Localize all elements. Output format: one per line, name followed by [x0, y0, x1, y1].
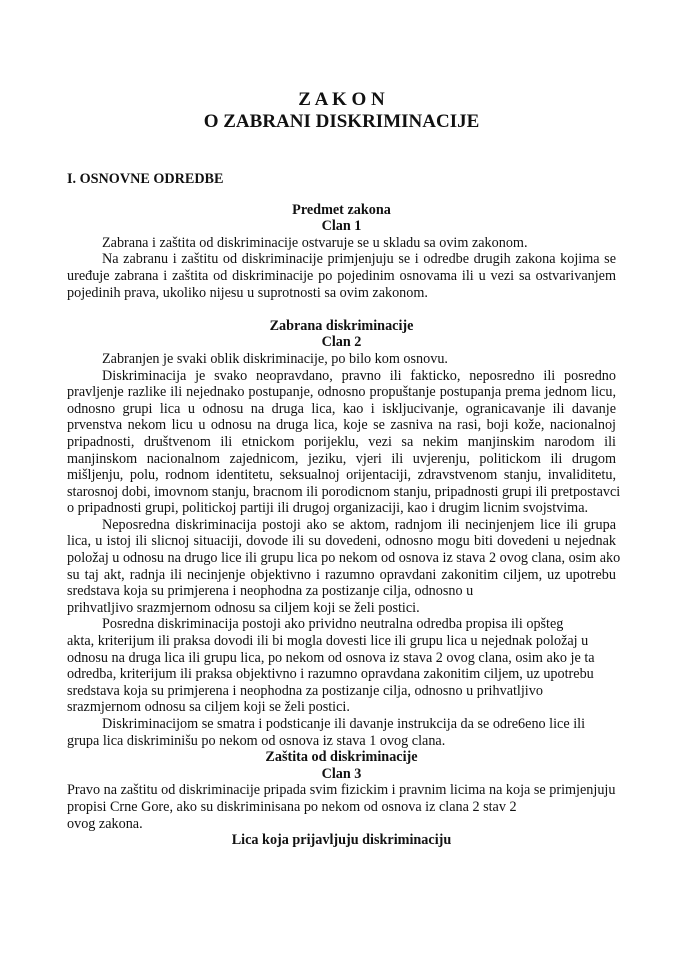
paragraph [67, 516, 621, 617]
text-line: odnosu na druga lica ili grupu lica, po nekom od osnova iz stava 2 ovog clana, osim ako je ta [67, 649, 595, 666]
paragraph [67, 616, 616, 716]
text-line: Diskriminacijom se smatra i podsticanje ili davanje instrukcija da se odre6eno lice ili [102, 716, 586, 732]
paragraph [67, 251, 616, 301]
text-line: su taj akt, radnja ili necinjenje objektivno i razumno opravdani zakonitim ciljem, uz upotrebu [67, 566, 616, 583]
text-line: pravljenje razlike ili nejednako postupanje, odnosno propuštanje postupanja prema jednom licu, [67, 384, 616, 401]
text-line: Zabranjen je svaki oblik diskriminacije, po bilo kom osnovu. [102, 350, 448, 367]
text-line: uređuje zabrana i zaštita od diskriminacije po pojedinim osnovama ili u vezi sa ostvarivanjem [67, 267, 616, 284]
text-line: Neposredna diskriminacija postoji ako se aktom, radnjom ili necinjenjem lice ili grupa [102, 516, 616, 533]
article-heading: Lica koja prijavljuju diskriminaciju [231, 832, 452, 849]
text-line: prihvatljivo srazmjernom odnosu sa ciljem koji se želi postici. [67, 599, 420, 616]
text-line: lica, u istoj ili slicnoj situaciji, dovode ili su dovedeni, odnosno mogu biti dovedeni u nejednak [67, 533, 616, 550]
text-line: akta, kriterijum ili praksa dovodi ili bi mogla dovesti lice ili grupu lica u nejednak položaj u [67, 633, 589, 650]
article-heading: Clan 1 [321, 218, 362, 235]
text-line: odnosno grupi lica u odnosu na druga lica, kao i iskljucivanje, ogranicavanje ili davanje [67, 400, 616, 417]
paragraph [67, 351, 616, 368]
paragraph [67, 235, 616, 252]
article-heading: Zaštita od diskriminacije [265, 749, 418, 766]
article-heading: Predmet zakona [292, 201, 391, 218]
document-body [67, 201, 621, 849]
law-subtitle: O ZABRANI DISKRIMINACIJE [203, 111, 480, 132]
paragraph [67, 367, 621, 517]
text-line: Pravo na zaštitu od diskriminacije pripada svim fizickim i pravnim licima na koja se primjenjuju [67, 782, 616, 799]
text-line: položaj u odnosu na drugo lice ili grupu lica po nekom od osnova iz stava 2 ovog clana, osim ako [67, 550, 621, 567]
law-title: Z A K O N [298, 89, 385, 110]
text-line: odredba, kriterijum ili praksa objektivno i razumno opravdana zakonitim ciljem, uz upotrebu [67, 666, 594, 683]
text-line: starosnoj dobi, imovnom stanju, bracnom ili porodicnom stanju, pripadnosti grupi ili pretpostavci [67, 483, 621, 500]
text-line: manjinskom nacionalnom zajednicom, jeziku, vjeri ili uvjerenju, politickom ili drugom [67, 450, 616, 467]
paragraph [67, 716, 616, 749]
section-heading: I. OSNOVNE ODREDBE [67, 171, 224, 187]
text-line: srazmjernom odnosu sa ciljem koji se želi postici. [67, 699, 350, 716]
text-line: ovog zakona. [67, 815, 143, 832]
paragraph [67, 782, 616, 832]
article-heading: Clan 2 [321, 334, 362, 351]
spacer [67, 301, 616, 318]
text-line: Posredna diskriminacija postoji ako prividno neutralna odredba propisa ili opšteg [102, 616, 564, 633]
text-line: grupa lica diskriminišu po nekom od osnova iz stava 1 ovog clana. [67, 732, 446, 749]
text-line: sredstava koja su primjerena i neophodna za postizanje cilja, odnosno u [67, 583, 474, 600]
text-line: pojedinih prava, ukoliko nijesu u suprotnosti sa ovim zakonom. [67, 284, 428, 301]
text-line: sredstava koja su primjerena i neophodna za postizanje cilja, odnosno u prihvatljivo [67, 682, 543, 699]
article-heading: Zabrana diskriminacije [269, 317, 414, 334]
text-line: Diskriminacija je svako neopravdano, pravno ili fakticko, neposredno ili posredno [102, 367, 616, 384]
text-line: Zabrana i zaštita od diskriminacije ostvaruje se u skladu sa ovim zakonom. [102, 234, 528, 251]
text-line: prvenstva nekom licu u odnosu na druga lica, koje se zasniva na rasi, boji kože, nacionalnoj [67, 417, 616, 434]
text-line: mišljenju, polu, rodnom identitetu, seksualnoj orijentaciji, zdravstvenom stanju, invaliditetu, [67, 467, 616, 484]
document-page [67, 0, 621, 849]
text-line: propisi Crne Gore, ako su diskriminisana po nekom od osnova iz clana 2 stav 2 [67, 798, 517, 815]
text-line: pripadnosti, društvenom ili etnickom porijeklu, vezi sa nekim manjinskim narodom ili [67, 433, 616, 450]
text-line: o pripadnosti grupi, politickoj partiji ili drugoj organizaciji, kao i drugim licnim svojstvima. [67, 500, 589, 517]
text-line: Na zabranu i zaštitu od diskriminacije primjenjuju se i odredbe drugih zakona kojima se [102, 251, 616, 268]
article-heading: Clan 3 [321, 765, 362, 782]
